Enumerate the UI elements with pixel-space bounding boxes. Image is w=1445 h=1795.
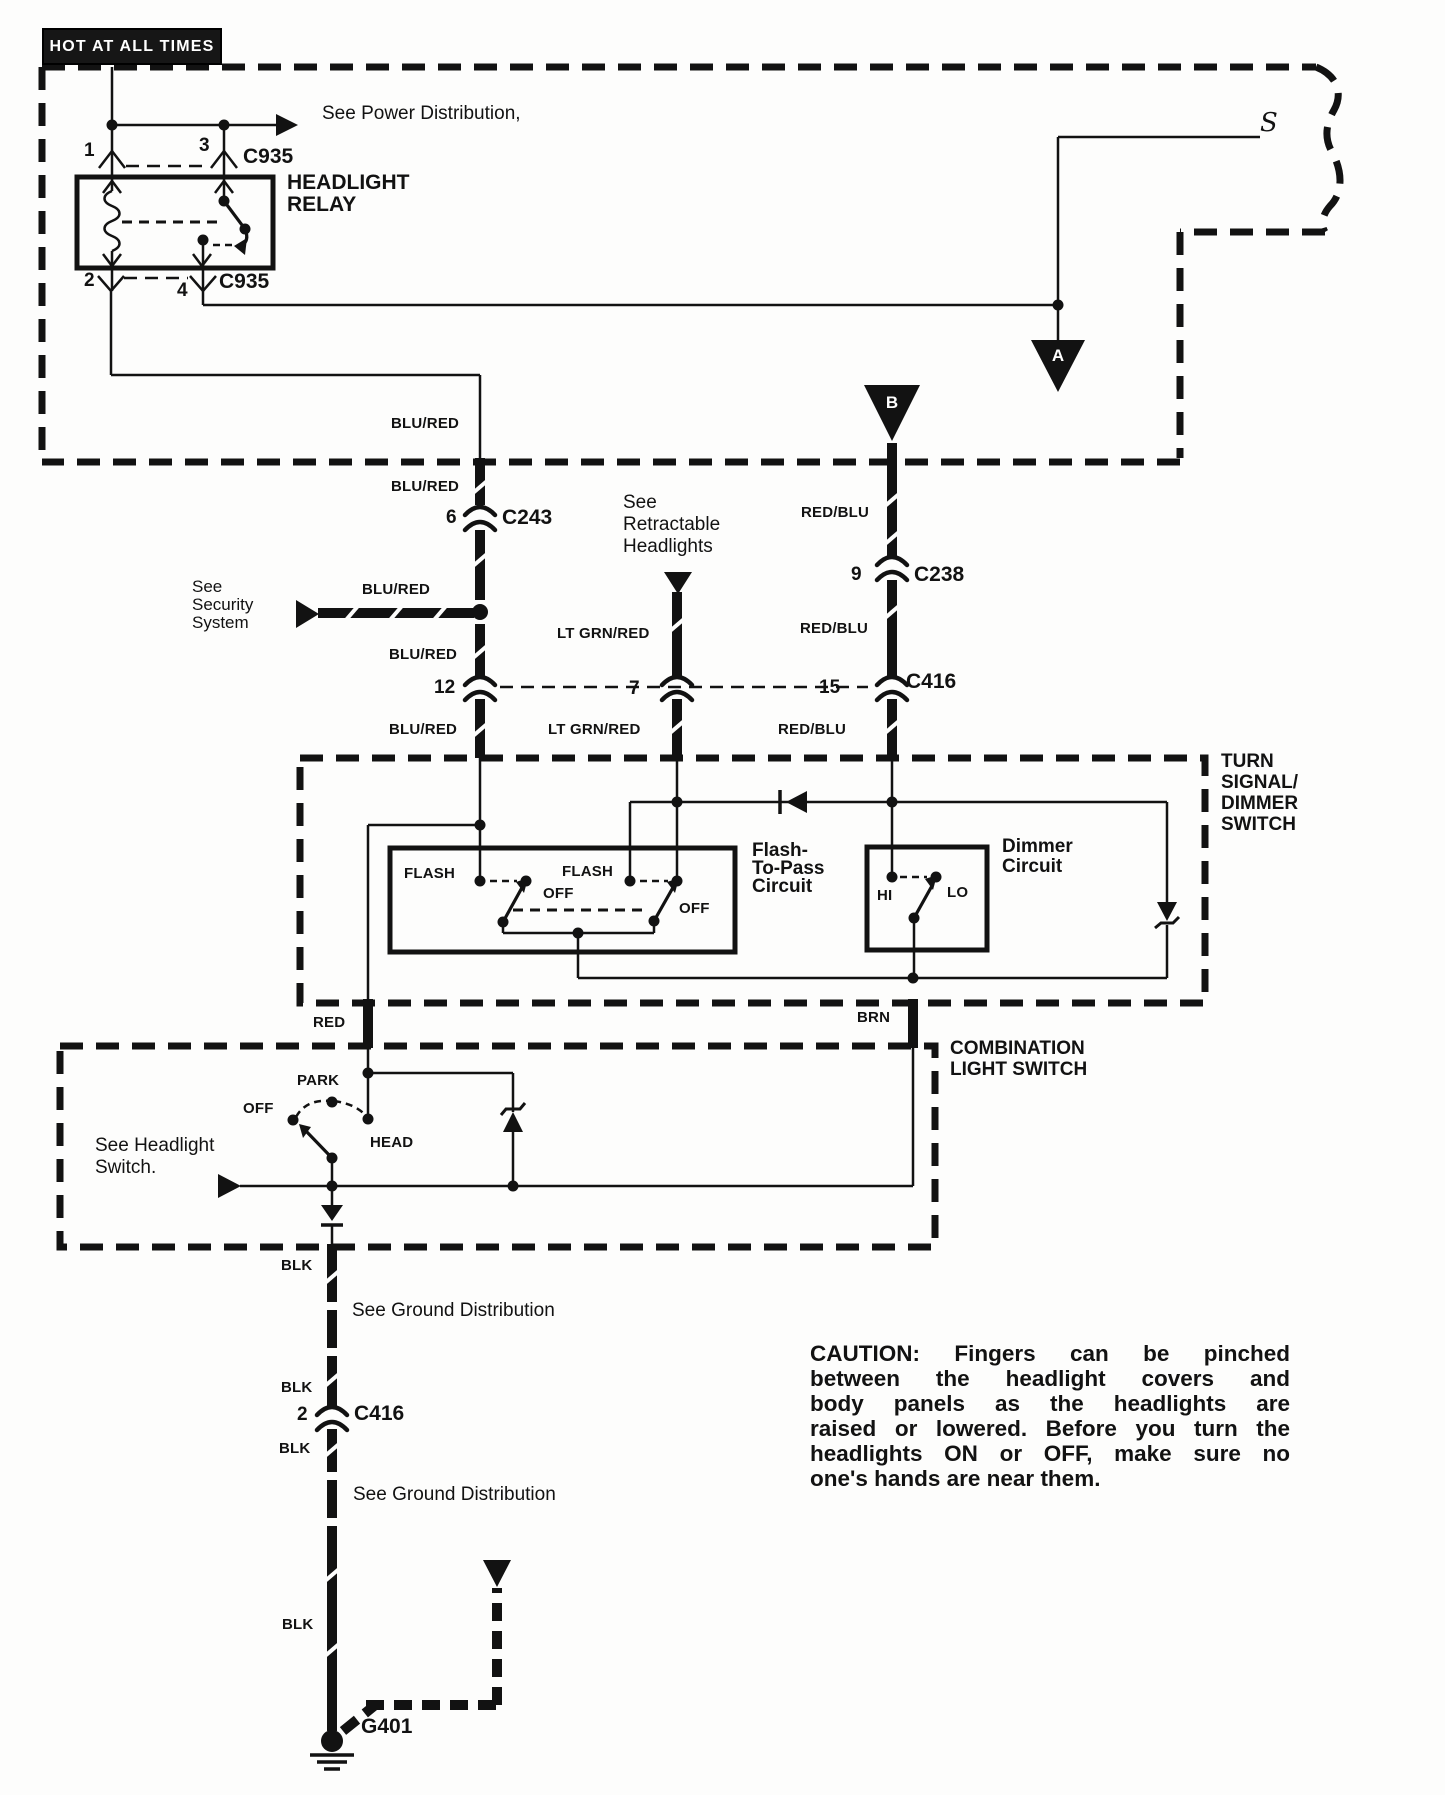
connector-c935-bottom-label: C935: [219, 270, 270, 293]
see-ground-distribution-label: See Ground Distribution: [353, 1484, 556, 1505]
connector-c416-pin7-label: 7: [629, 678, 640, 699]
diode-icon: [786, 791, 807, 813]
flash-right-label: FLASH: [562, 863, 613, 880]
wire-color-label-blu-red: BLU/RED: [389, 721, 458, 738]
relay-pin-1-label: 1: [84, 140, 95, 161]
turn-signal-switch-label-line2: SIGNAL/: [1221, 772, 1299, 793]
ground-g401-label: G401: [361, 1715, 413, 1738]
caution-line: one's hands are near them.: [810, 1465, 1101, 1491]
see-headlight-switch-line2: Switch.: [95, 1157, 157, 1178]
off-right-label: OFF: [679, 900, 710, 917]
relay-pin-3-label: 3: [199, 135, 210, 156]
see-security-line1: See: [192, 577, 223, 596]
connector-c416-ground-pin-label: 2: [297, 1404, 308, 1425]
dimmer-lo-label: LO: [947, 884, 969, 901]
connector-c238-pin-label: 9: [851, 564, 862, 585]
combination-switch-label-line1: COMBINATION: [950, 1038, 1085, 1059]
head-position-label: HEAD: [370, 1134, 414, 1151]
wire-color-label-lt-grn-red: LT GRN/RED: [548, 721, 641, 738]
power-feed-wires: [111, 67, 1260, 461]
see-security-line3: System: [192, 613, 249, 632]
connector-c416-ground-label: C416: [354, 1402, 405, 1425]
hot-at-all-times-badge: HOT AT ALL TIMES: [42, 28, 222, 65]
triangle-a-letter: A: [1051, 346, 1065, 365]
wire-color-label-blk: BLK: [282, 1616, 314, 1633]
relay-coil-icon: [105, 191, 120, 251]
wire-color-label-blk: BLK: [281, 1257, 313, 1274]
security-splice-dot: [472, 604, 488, 620]
connector-c416-pin15-label: 15: [819, 677, 841, 698]
zener-diode-icon: [503, 1112, 523, 1132]
connector-c238-label: C238: [914, 563, 965, 586]
see-security-line2: Security: [192, 595, 254, 614]
wire-color-label-blk: BLK: [281, 1379, 313, 1396]
caution-line: CAUTION: Fingers can be pinched: [810, 1341, 1290, 1366]
headlight-switch-arrow-icon: [218, 1174, 241, 1198]
flash-to-pass-label-line1: Flash-: [752, 840, 808, 861]
wire-color-label-lt-grn-red: LT GRN/RED: [557, 625, 650, 642]
security-arrow-icon: [296, 600, 319, 628]
dimmer-hi-label: HI: [877, 887, 893, 904]
turn-signal-switch-label-line1: TURN: [1221, 751, 1274, 772]
connector-c935-top-label: C935: [243, 145, 294, 168]
turn-signal-switch-label-line3: DIMMER: [1221, 793, 1299, 814]
dimmer-circuit-label-line2: Circuit: [1002, 856, 1063, 877]
flash-left-label: FLASH: [404, 865, 455, 882]
connector-c416-label: C416: [906, 670, 957, 693]
park-position-label: PARK: [297, 1072, 340, 1089]
see-retractable-line3: Headlights: [623, 536, 713, 557]
caution-line: between the headlight covers and: [810, 1365, 1290, 1391]
connector-c243-label: C243: [502, 506, 553, 529]
ground-branch-arrow-icon: [483, 1560, 511, 1587]
headlight-relay-label-line1: HEADLIGHT: [287, 171, 410, 194]
wire-color-label-red-blu: RED/BLU: [778, 721, 847, 738]
see-retractable-line2: Retractable: [623, 514, 721, 535]
relay-pin-2-label: 2: [84, 270, 95, 291]
combination-switch-label-line2: LIGHT SWITCH: [950, 1059, 1088, 1080]
wire-color-label-blu-red: BLU/RED: [391, 478, 460, 495]
relay-switch-arm: [224, 201, 247, 246]
see-retractable-line1: See: [623, 492, 657, 513]
caution-line: raised or lowered. Before you turn the: [810, 1415, 1290, 1441]
caution-line: body panels as the headlights are: [810, 1390, 1290, 1416]
wire-color-label-blu-red: BLU/RED: [362, 581, 431, 598]
off-position-label: OFF: [243, 1100, 274, 1117]
diode-icon: [321, 1205, 343, 1221]
see-power-distribution-label: See Power Distribution,: [322, 103, 521, 124]
zener-diode-icon: [1157, 902, 1177, 921]
caution-line: headlights ON or OFF, make sure no: [810, 1440, 1290, 1466]
see-power-arrow-icon: [276, 114, 298, 136]
wire-color-label-red: RED: [313, 1014, 346, 1031]
flash-to-pass-label-line2: To-Pass: [752, 858, 825, 879]
wire-color-label-red-blu: RED/BLU: [800, 620, 869, 637]
wire-color-label-blu-red: BLU/RED: [391, 415, 460, 432]
see-ground-distribution-label: See Ground Distribution: [352, 1300, 555, 1321]
caution-note: [810, 1342, 1290, 1491]
turn-signal-switch-label-line4: SWITCH: [1221, 814, 1296, 835]
wire-color-label-brn: BRN: [857, 1009, 891, 1026]
triangle-b-letter: B: [885, 393, 899, 412]
connector-c243-pin-label: 6: [446, 507, 457, 528]
flash-to-pass-label-line3: Circuit: [752, 876, 813, 897]
splice-symbol: S: [1260, 108, 1278, 138]
headlight-relay-label-line2: RELAY: [287, 193, 357, 216]
relay-pin-4-label: 4: [177, 280, 188, 301]
wire-color-label-red-blu: RED/BLU: [801, 504, 870, 521]
connector-c416-pin12-label: 12: [434, 677, 456, 698]
dimmer-circuit-label-line1: Dimmer: [1002, 836, 1073, 857]
wire-color-label-blk: BLK: [279, 1440, 311, 1457]
wire-color-label-blu-red: BLU/RED: [389, 646, 458, 663]
off-left-label: OFF: [543, 885, 574, 902]
see-headlight-switch-line1: See Headlight: [95, 1135, 215, 1156]
retractable-arrow-icon: [664, 572, 692, 594]
